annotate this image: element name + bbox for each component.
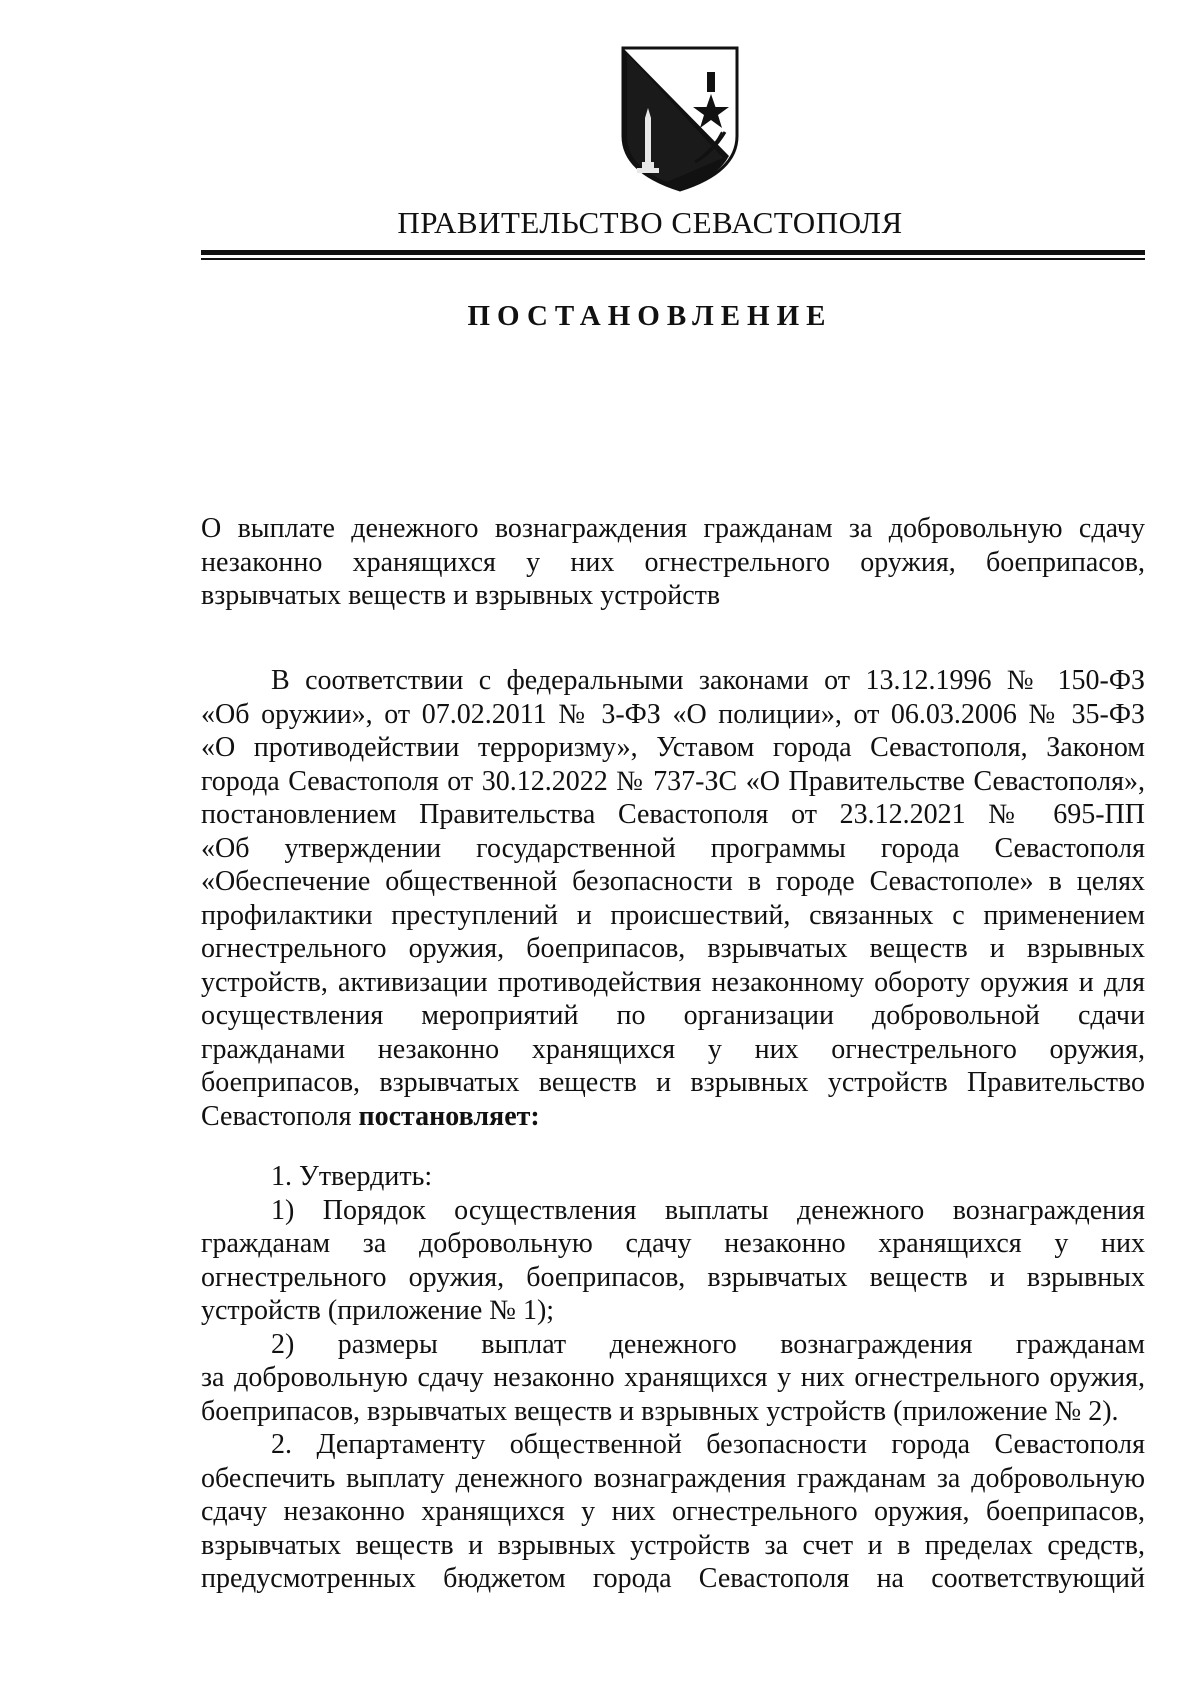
header-rule-thick [201, 250, 1145, 255]
preamble-line: города Севастополя от 30.12.2022 № 737-ЗС «О Правительстве Севастополя», [201, 765, 1145, 797]
item-2-line: взрывчатых веществ и взрывных устройств за счет и в пределах средств, [201, 1529, 1145, 1561]
item-1-1-line: устройств (приложение № 1); [201, 1295, 555, 1326]
preamble-final-text: Севастополя [201, 1100, 359, 1132]
document-type-title: ПОСТАНОВЛЕНИЕ [467, 300, 833, 332]
decree-subject [201, 512, 1145, 613]
item-2-line: обеспечить выплату денежного вознаграждения гражданам за добровольную [201, 1462, 1145, 1494]
subject-line: взрывчатых веществ и взрывных устройств [201, 580, 721, 611]
decree-items [201, 1160, 1145, 1596]
preamble-line: «О противодействии терроризму», Уставом города Севастополя, Законом [201, 732, 1145, 763]
preamble-line: «Об оружии», от 07.02.2011 № 3-ФЗ «О полиции», от 06.03.2006 № 35-ФЗ [201, 698, 1145, 730]
coat-of-arms-icon [617, 44, 743, 194]
decree-preamble [201, 664, 1145, 1133]
item-1-1-line: 1) Порядок осуществления выплаты денежного вознаграждения [271, 1194, 1145, 1226]
preamble-line: осуществления мероприятий по организации добровольной сдачи [201, 1000, 1145, 1031]
item-2-line: предусмотренных бюджетом города Севастополя на соответствующий [201, 1563, 1145, 1594]
preamble-line: огнестрельного оружия, боеприпасов, взрывчатых веществ и взрывных [201, 933, 1145, 964]
subject-line: О выплате денежного вознаграждения гражданам за добровольную сдачу [201, 513, 1145, 544]
decree-verb: постановляет: [358, 1100, 540, 1132]
preamble-line: боеприпасов, взрывчатых веществ и взрывных устройств Правительство [201, 1067, 1145, 1098]
item-1-1-line: гражданам за добровольную сдачу незаконно хранящихся у них [201, 1228, 1145, 1259]
preamble-line: профилактики преступлений и происшествий, связанных с применением [201, 899, 1145, 931]
preamble-final-line [201, 1100, 1145, 1134]
preamble-line: постановлением Правительства Севастополя от 23.12.2021 № 695-ПП [201, 799, 1145, 830]
subject-line: незаконно хранящихся у них огнестрельного оружия, боеприпасов, [201, 546, 1145, 578]
item-1-heading: 1. Утвердить: [271, 1161, 433, 1192]
item-2-line: сдачу незаконно хранящихся у них огнестрельного оружия, боеприпасов, [201, 1496, 1145, 1527]
preamble-line: гражданами незаконно хранящихся у них огнестрельного оружия, [201, 1033, 1145, 1065]
organization-name: ПРАВИТЕЛЬСТВО СЕВАСТОПОЛЯ [397, 205, 903, 240]
item-1-2-line: за добровольную сдачу незаконно хранящихся у них огнестрельного оружия, [201, 1362, 1145, 1393]
preamble-line: «Обеспечение общественной безопасности в городе Севастополе» в целях [201, 866, 1145, 897]
preamble-line: «Об утверждении государственной программы города Севастополя [201, 832, 1145, 864]
item-2-line: 2. Департаменту общественной безопасности города Севастополя [271, 1429, 1145, 1460]
item-1-2-line: боеприпасов, взрывчатых веществ и взрывных устройств (приложение № 2). [201, 1395, 1119, 1427]
item-1-2-line: 2) размеры выплат денежного вознаграждения гражданам [271, 1328, 1145, 1360]
preamble-line: В соответствии с федеральными законами от 13.12.1996 № 150-ФЗ [271, 665, 1145, 696]
header-rule-thin [201, 258, 1145, 260]
item-1-1-line: огнестрельного оружия, боеприпасов, взрывчатых веществ и взрывных [201, 1261, 1145, 1293]
preamble-line: устройств, активизации противодействия незаконному обороту оружия и для [201, 966, 1145, 998]
